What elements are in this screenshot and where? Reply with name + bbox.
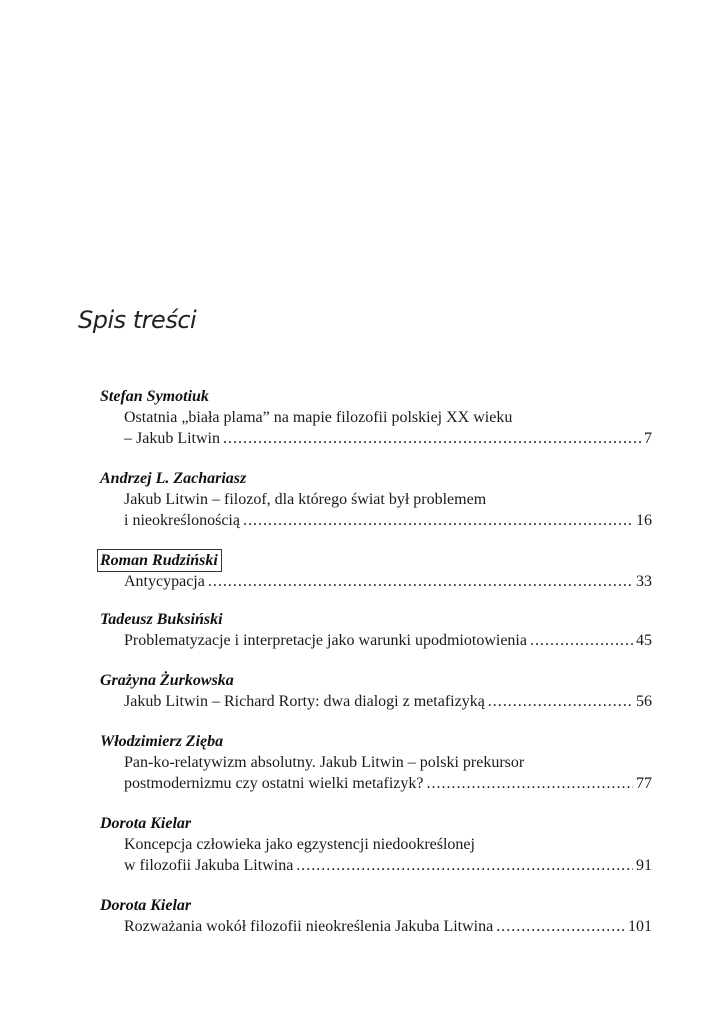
entry-author: Stefan Symotiuk: [100, 388, 209, 405]
entry-title-line: postmodernizmu czy ostatni wielki metafizyk?: [124, 775, 424, 792]
entry-title-line: Koncepcja człowieka jako egzystencji niedookreślonej: [124, 836, 475, 853]
entry-author: Dorota Kielar: [100, 815, 192, 832]
entry-title-line: – Jakub Litwin: [124, 430, 220, 447]
entry-title-line: w filozofii Jakuba Litwina: [124, 857, 294, 874]
entry-page-number: 7: [644, 430, 652, 447]
entry-title-leader: [100, 773, 652, 794]
entry-title-leader: [100, 428, 652, 449]
toc-entry: [100, 895, 652, 937]
dot-leader: [530, 630, 633, 651]
entry-page-number: 16: [636, 512, 652, 529]
table-of-contents: [100, 386, 652, 956]
entry-title-line: i nieokreślonością: [124, 512, 240, 529]
entry-title-leader: [100, 571, 652, 592]
dot-leader: [208, 571, 633, 592]
entry-title-leader: [100, 855, 652, 876]
entry-author-highlighted: Roman Rudziński: [98, 550, 221, 571]
dot-leader: [488, 691, 633, 712]
page-title: Spis treści: [78, 306, 197, 334]
entry-author: Grażyna Żurkowska: [100, 672, 234, 689]
entry-title-line: Ostatnia „biała plama” na mapie filozofii polskiej XX wieku: [124, 409, 513, 426]
entry-title-line: Pan-ko-relatywizm absolutny. Jakub Litwin – polski prekursor: [124, 754, 525, 771]
dot-leader: [223, 428, 641, 449]
dot-leader: [296, 855, 633, 876]
toc-entry: [100, 386, 652, 449]
entry-title-leader: [100, 630, 652, 651]
entry-page-number: 91: [636, 857, 652, 874]
entry-page-number: 101: [628, 918, 652, 935]
toc-entry: [100, 550, 652, 592]
entry-author: Andrzej L. Zachariasz: [100, 470, 247, 487]
entry-title-line: Antycypacja: [124, 573, 205, 590]
entry-author: Tadeusz Buksiński: [100, 611, 223, 628]
entry-title-leader: [100, 510, 652, 531]
toc-entry: [100, 468, 652, 531]
entry-page-number: 56: [636, 693, 652, 710]
toc-entry: [100, 813, 652, 876]
entry-title-leader: [100, 691, 652, 712]
dot-leader: [426, 773, 633, 794]
toc-entry: [100, 609, 652, 651]
entry-author: Włodzimierz Zięba: [100, 733, 224, 750]
entry-author: Dorota Kielar: [100, 897, 192, 914]
toc-entry: [100, 670, 652, 712]
entry-page-number: 77: [636, 775, 652, 792]
toc-entry: [100, 731, 652, 794]
entry-page-number: 45: [636, 632, 652, 649]
dot-leader: [243, 510, 633, 531]
dot-leader: [496, 916, 625, 937]
entry-title-line: Jakub Litwin – filozof, dla którego świat był problemem: [124, 491, 487, 508]
entry-title-leader: [100, 916, 652, 937]
entry-title-line: Jakub Litwin – Richard Rorty: dwa dialogi z metafizyką: [124, 693, 485, 710]
entry-page-number: 33: [636, 573, 652, 590]
entry-title-line: Rozważania wokół filozofii nieokreślenia Jakuba Litwina: [124, 918, 494, 935]
entry-title-line: Problematyzacje i interpretacje jako warunki upodmiotowienia: [124, 632, 527, 649]
